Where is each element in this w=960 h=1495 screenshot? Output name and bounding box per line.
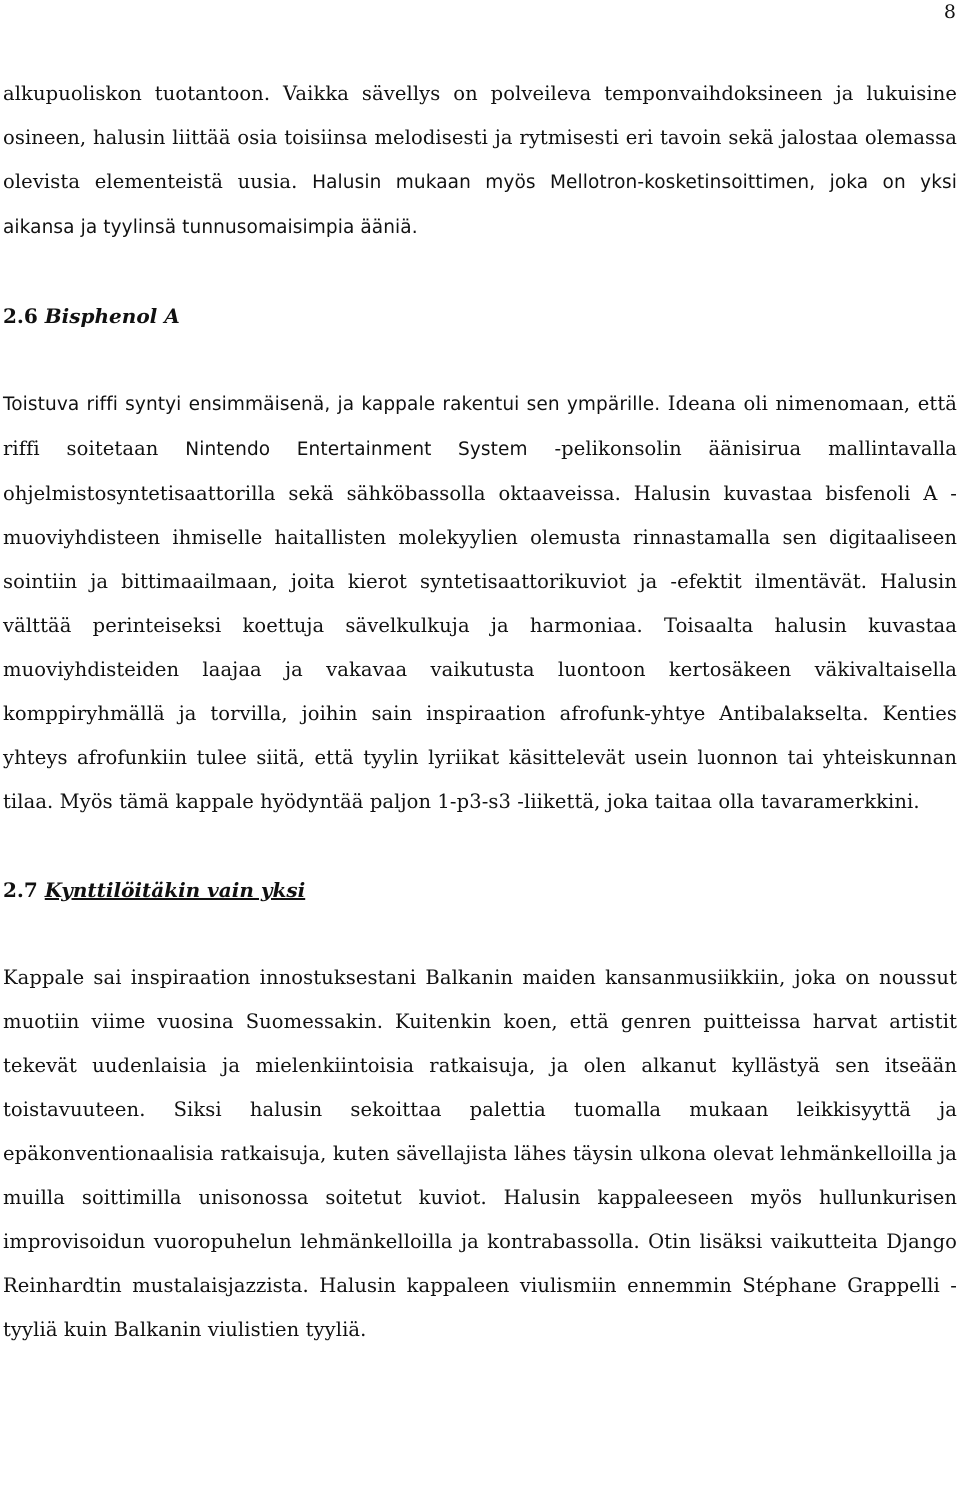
spacer [3,824,957,868]
spacer [3,338,957,382]
document-body [3,72,957,1352]
paragraph-intro [3,72,957,250]
paragraph-2-6-serif-2: -pelikonsolin äänisirua mallintavalla ohjelmistosyntetisaattorilla sekä sähköbassolla oktaaveissa. Halusin kuvastaa bisfenoli A -muoviyhdisteen ihmiselle haitallisten molekyylien olemusta rinnastamalla sen digitaaliseen sointiin ja bittimaailmaan, joita kierot syntetisaattorikuviot ja -efektit ilmentävät. Halusin välttää perinteiseksi koettuja sävelkulkuja ja harmoniaa. Toisaalta halusin kuvastaa muoviyhdisteiden laajaa ja vakavaa vaikutusta luontoon kertosäkeen väkivaltaisella komppiryhmällä ja torvilla, joihin sain inspiraation afrofunk-yhtye Antibalakselta. Kenties yhteys afrofunkiin tulee siitä, että tyylin lyriikat käsittelevät usein luonnon tai yhteiskunnan tilaa. Myös tämä kappale hyödyntää paljon 1-p3-s3 -liikettä, joka taitaa olla tavaramerkkini. [3,437,957,813]
section-heading-2-7 [3,868,957,912]
paragraph-2-6-sans-nes: Nintendo Entertainment System [185,439,528,460]
spacer [3,250,957,294]
paragraph-2-6 [3,382,957,824]
section-title: Bisphenol A [44,304,180,328]
spacer [3,912,957,956]
paragraph-intro-sans: Halusin mukaan myös Mellotron-kosketinsoittimen, joka on yksi aikansa ja tyylinsä tunnusomaisimpia ääniä. [3,172,957,238]
paragraph-intro-serif: alkupuoliskon tuotantoon. Vaikka sävellys on polveileva temponvaihdoksineen ja lukuisine osineen, halusin liittää osia toisiinsa melodisesti ja rytmisesti eri tavoin sekä jalostaa olemassa olevista elementeistä uusia. [3,82,957,193]
paragraph-2-6-serif-1: Ideana oli nimenomaan, että riffi soitetaan [3,392,957,460]
section-title: Kynttilöitäkin vain yksi [44,878,306,902]
page-number: 8 [943,1,956,23]
paragraph-2-6-sans-lead: Toistuva riffi syntyi ensimmäisenä, ja kappale rakentui sen ympärille. [3,394,661,415]
section-heading-2-6 [3,294,957,338]
section-number: 2.7 [3,878,38,902]
section-number: 2.6 [3,304,38,328]
paragraph-2-7: Kappale sai inspiraation innostuksestani Balkanin maiden kansanmusiikkiin, joka on noussut muotiin viime vuosina Suomessakin. Kuitenkin koen, että genren puitteissa harvat artistit tekevät uudenlaisia ja mielenkiintoisia ratkaisuja, ja olen alkanut kyllästyä sen itseään toistavuuteen. Siksi halusin sekoittaa palettia tuomalla mukaan leikkisyyttä ja epäkonventionaalisia ratkaisuja, kuten sävellajista lähes täysin ulkona olevat lehmänkelloilla ja muilla soittimilla unisonossa soitetut kuviot. Halusin kappaleeseen myös hullunkurisen improvisoidun vuoropuhelun lehmänkelloilla ja kontrabassolla. Otin lisäksi vaikutteita Django Reinhardtin mustalaisjazzista. Halusin kappaleen viulismiin ennemmin Stéphane Grappelli -tyyliä kuin Balkanin viulistien tyyliä. [3,966,957,1341]
